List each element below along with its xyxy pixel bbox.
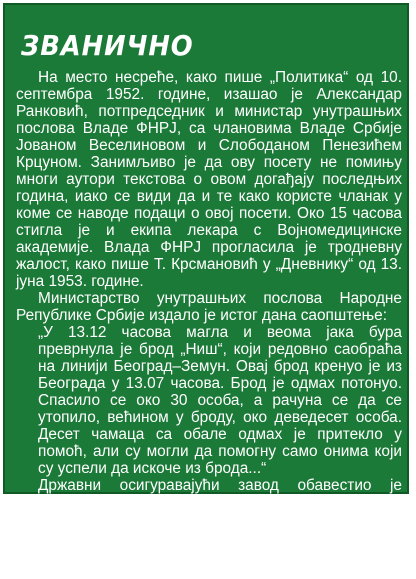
article-paragraph: На место несреће, како пише „Политика“ од 10. септембра 1952. године, изашао је Александар Ранковић, потпредседник и министар унутрашњих послова Владе ФНРЈ, са члановима Владе Србије Јованом Веселиновом и Слободаном Пенезићем Крцуном. Занимљиво је да ову посету не помињу многи аутори текстова о овом догађају последњих година, иако се види да и те како користе чланак у коме се наводе подаци о овој посети. Око 15 часова стигла је и екипа лекара с Војномедицинске академије. Влада ФНРЈ прогласила је тродневну жалост, како пише Т. Крсмановић у „Дневнику“ од 13. јуна 1953. године. xyxy=(16,69,402,290)
article-paragraph: Државни осигуравајући завод обавестио је породице жртава да су сви путници били осигурани и да ће за сваког настрадалог бити исплаћена одштета од 50.000 динара. Није ли због тога Комисија закључила да је до несреће дошло услед „више силе“? ■ xyxy=(38,477,402,579)
article-box xyxy=(3,3,409,579)
article-body xyxy=(16,69,402,579)
article-quote: „У 13.12 часова магла и веома јака бура преврнула је брод „Ниш“, који редовно саобраћа на линији Београд–Земун. Овај брод кренуо је из Београда у 13.07 часова. Брод је одмах потонуо. Спасило се око 30 особа, а рачуна се да се утопило, већином у броду, око деведесет особа. Десет чамаца са обале одмах је притекло у помоћ, али су могли да помогну само онима који су успели да искоче из брода...“ xyxy=(38,324,402,477)
article-paragraph: Министарство унутрашњих послова Народне Републике Србије издало је истог дана саопштење: xyxy=(16,290,402,324)
article-title: ЗВАНИЧНО xyxy=(21,29,194,62)
